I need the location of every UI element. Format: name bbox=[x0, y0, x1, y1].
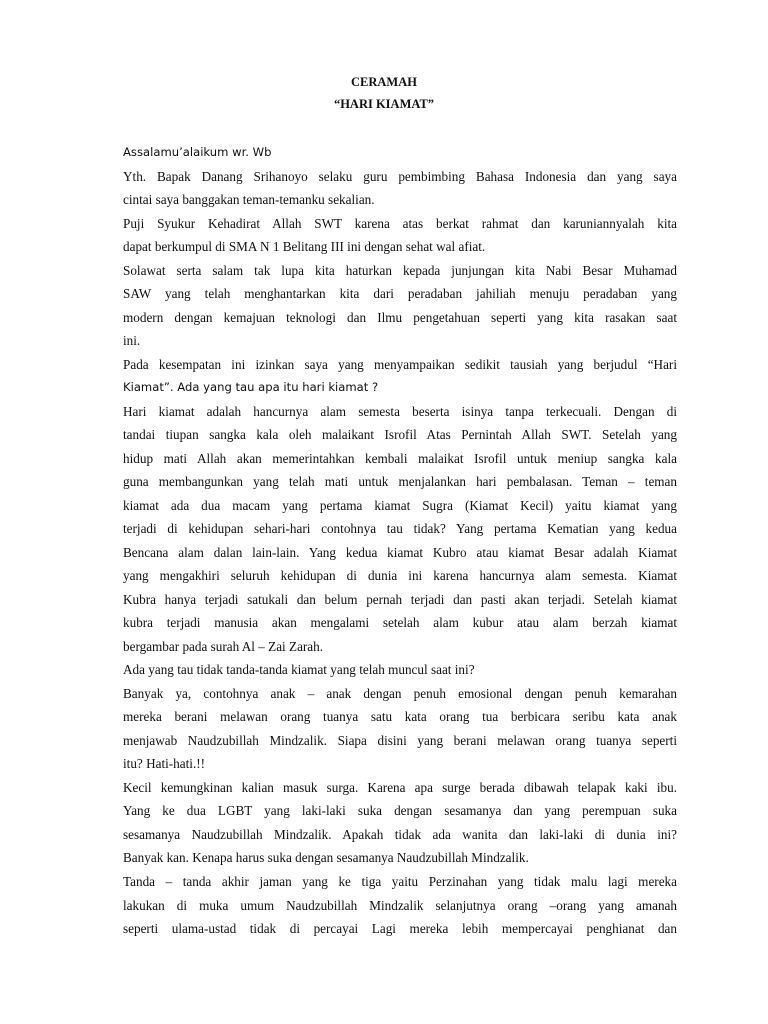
document-title: CERAMAH bbox=[351, 75, 417, 89]
text-line: Banyak kan. Kenapa harus suka dengan sesamanya Naudzubillah Mindzalik. bbox=[123, 850, 529, 866]
text-line: Assalamu’alaikum wr. Wb bbox=[123, 145, 272, 159]
document-subtitle: “HARI KIAMAT” bbox=[333, 97, 435, 111]
text-line: Banyak ya, contohnya anak – anak dengan penuh emosional dengan penuh kemarahan bbox=[123, 685, 677, 701]
text-line: Puji Syukur Kehadirat Allah SWT karena atas berkat rahmat dan karuniannyalah kita bbox=[123, 215, 677, 231]
text-line: Kubra hanya terjadi satukali dan belum pernah terjadi dan pasti akan terjadi. Setelah kiamat bbox=[123, 591, 677, 607]
text-line: itu? Hati-hati.!! bbox=[123, 756, 206, 772]
text-line: Bencana alam dalan lain-lain. Yang kedua kiamat Kubro atau kiamat Besar adalah Kiamat bbox=[123, 544, 677, 560]
text-line: kubra terjadi manusia akan mengalami setelah alam kubur atau alam berzah kiamat bbox=[123, 615, 677, 631]
text-line: hidup mati Allah akan memerintahkan kembali malaikat Isrofil untuk meniup sangka kala bbox=[123, 450, 677, 466]
text-line: Solawat serta salam tak lupa kita haturkan kepada junjungan kita Nabi Besar Muhamad bbox=[123, 262, 677, 278]
text-line: Yth. Bapak Danang Srihanoyo selaku guru pembimbing Bahasa Indonesia dan yang saya bbox=[123, 168, 677, 184]
text-line: modern dengan kemajuan teknologi dan Ilmu pengetahuan seperti yang kita rasakan saat bbox=[123, 309, 677, 325]
text-line: tandai tiupan sangka kala oleh malaikant Isrofil Atas Pernintah Allah SWT. Setelah yang bbox=[123, 427, 677, 443]
text-line: SAW yang telah menghantarkan kita dari peradaban jahiliah menuju peradaban yang bbox=[123, 286, 677, 302]
text-line: ini. bbox=[123, 333, 141, 349]
text-line: sesamanya Naudzubillah Mindzalik. Apakah tidak ada wanita dan laki-laki di dunia ini? bbox=[123, 826, 677, 842]
text-line: mereka berani melawan orang tuanya satu kata orang tua berbicara seribu kata anak bbox=[123, 709, 677, 725]
text-line: Hari kiamat adalah hancurnya alam semesta beserta isinya tanpa terkecuali. Dengan di bbox=[123, 403, 677, 419]
text-line: seperti ulama-ustad tidak di percayai Lagi mereka lebih mempercayai penghianat dan bbox=[123, 921, 677, 937]
text-line: dapat berkumpul di SMA N 1 Belitang III ini dengan sehat wal afiat. bbox=[123, 239, 486, 255]
text-line: terjadi di kehidupan sehari-hari contohnya tau tidak? Yang pertama Kematian yang kedua bbox=[123, 521, 677, 537]
text-line: yang mengakhiri seluruh kehidupan di dunia ini karena hancurnya alam semesta. Kiamat bbox=[123, 568, 677, 584]
text-line: kiamat ada dua macam yang pertama kiamat Sugra (Kiamat Kecil) yaitu kiamat yang bbox=[123, 497, 677, 513]
text-line: Kiamat”. Ada yang tau apa itu hari kiamat ? bbox=[123, 380, 379, 395]
text-line: Tanda – tanda akhir jaman yang ke tiga yaitu Perzinahan yang tidak malu lagi mereka bbox=[123, 873, 677, 889]
text-line: guna membangunkan yang telah mati untuk menjalankan hari pembalasan. Teman – teman bbox=[123, 474, 677, 490]
text-line: Yang ke dua LGBT yang laki-laki suka dengan sesamanya dan yang perempuan suka bbox=[123, 803, 677, 819]
document-body bbox=[123, 141, 677, 941]
text-line: menjawab Naudzubillah Mindzalik. Siapa disini yang berani melawan orang tuanya seperti bbox=[123, 732, 677, 748]
text-line: lakukan di muka umum Naudzubillah Mindzalik selanjutnya orang –orang yang amanah bbox=[123, 897, 677, 913]
text-line: Pada kesempatan ini izinkan saya yang menyampaikan sedikit tausiah yang berjudul “Hari bbox=[123, 356, 677, 372]
text-line: cintai saya banggakan teman-temanku sekalian. bbox=[123, 192, 375, 208]
text-line: bergambar pada surah Al – Zai Zarah. bbox=[123, 638, 324, 654]
text-line: Kecil kemungkinan kalian masuk surga. Karena apa surge berada dibawah telapak kaki ibu. bbox=[123, 779, 677, 795]
text-line: Ada yang tau tidak tanda-tanda kiamat yang telah muncul saat ini? bbox=[123, 662, 475, 678]
